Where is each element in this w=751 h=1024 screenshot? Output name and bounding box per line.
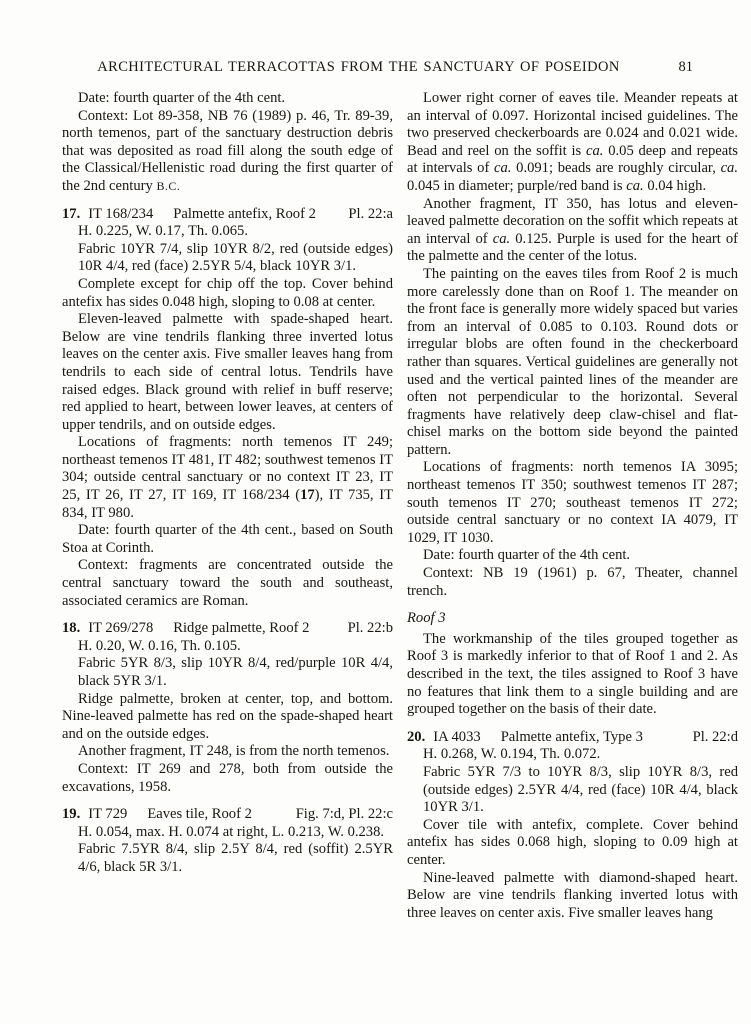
entry-description: Nine-leaved palmette with diamond-shaped heart. Below are vine tendrils flanking inverted lotus with three leaves on center axis. Five smaller leaves hang xyxy=(407,869,738,921)
entry-date: Date: fourth quarter of the 4th cent., based on South Stoa at Corinth. xyxy=(62,522,393,556)
catalog-entry-18 xyxy=(62,620,393,796)
entry-title: Eaves tile, Roof 2 xyxy=(147,806,252,823)
roof3-intro: The workmanship of the tiles grouped together as Roof 3 is markedly inferior to that of Roof 1 and 2. As described in the text, the tiles assigned to Roof 3 have no features that link them to a single building and are grouped together on the basis of their date. xyxy=(407,630,738,718)
entry-inventory-id: IT 269/278 xyxy=(88,620,154,637)
entry-heading xyxy=(62,620,393,638)
page-title: ARCHITECTURAL TERRACOTTAS FROM THE SANCTUARY OF POSEIDON xyxy=(97,59,620,75)
entry-fabric: Fabric 5YR 7/3 to 10YR 8/3, slip 10YR 8/3, red (outside edges) 2.5YR 4/4, red (face) 10R 4/4, black 10YR 3/1. xyxy=(423,763,738,816)
entry-context: Context: NB 19 (1961) p. 67, Theater, channel trench. xyxy=(407,565,738,599)
entry-dimensions: H. 0.054, max. H. 0.074 at right, L. 0.213, W. 0.238. xyxy=(78,823,385,840)
entry-number: 19. xyxy=(62,806,81,823)
paragraph-date: Date: fourth quarter of the 4th cent. xyxy=(78,90,286,106)
catalog-entry-20 xyxy=(407,729,738,923)
entry-heading xyxy=(407,729,738,747)
entry-plate-ref: Pl. 22:d xyxy=(692,728,738,745)
entry-description: Complete except for chip off the top. Cover behind antefix has sides 0.048 high, sloping to 0.08 at center. xyxy=(62,275,393,310)
entry-fragment-locations: Locations of fragments: north temenos IA 3095; northeast temenos IT 350; southwest temenos IT 287; south temenos IT 270; southeast temenos IT 272; outside central sanctuary or no context IA 4079, IT 1029, IT 1030. xyxy=(407,459,738,546)
left-column xyxy=(62,90,393,922)
catalog-entry-17 xyxy=(62,206,393,611)
entry-heading xyxy=(62,806,393,824)
entry-description: Ridge palmette, broken at center, top, and bottom. Nine-leaved palmette has red on the spade-shaped heart and on the outside edges. xyxy=(62,690,393,742)
entry-inventory-id: IT 168/234 xyxy=(88,205,154,222)
entry-title: Palmette antefix, Roof 2 xyxy=(173,205,316,222)
entry-context: Context: IT 269 and 278, both from outside the excavations, 1958. xyxy=(62,760,393,795)
section-heading-roof-3: Roof 3 xyxy=(407,610,446,627)
entry-plate-ref: Fig. 7:d, Pl. 22:c xyxy=(295,806,393,823)
running-head xyxy=(62,59,711,79)
entry-number: 17. xyxy=(62,205,81,222)
roof2-painting-discussion: The painting on the eaves tiles from Roof 2 is much more carelessly done than on Roof 1. The meander on the front face is generally more widely spaced but varies from an interval of 0.085 to 0.103. Round dots or irregular blobs are often found in the checkerboard rather than squares. Vertical guidelines are generally not used and the vertical painted lines of the meander are often not perpendicular to the horizontal. Several fragments have relatively deep claw-chisel and flat-chisel marks on the bottom side beyond the painted pattern. xyxy=(407,265,738,458)
entry-plate-ref: Pl. 22:a xyxy=(348,205,393,222)
entry-dimensions: H. 0.225, W. 0.17, Th. 0.065. xyxy=(78,223,249,240)
entry-number: 18. xyxy=(62,620,81,637)
entry-title: Palmette antefix, Type 3 xyxy=(500,728,643,745)
entry-description: Lower right corner of eaves tile. Meander repeats at an interval of 0.097. Horizontal incised guidelines. The two preserved checkerboards are 0.024 and 0.021 wide. Bead and reel on the soffit is ca. 0.05 deep and repeats at intervals of ca. 0.091; beads are roughly circular, ca. 0.045 in diameter; purple/red band is ca. 0.04 high. xyxy=(407,90,738,194)
entry-plate-ref: Pl. 22:b xyxy=(347,620,393,637)
two-column-body xyxy=(62,90,739,922)
entry-description: Another fragment, IT 350, has lotus and eleven-leaved palmette decoration on the soffit which repeats at an interval of ca. 0.125. Purple is used for the heart of the palmette and the center of the lotus. xyxy=(407,195,738,265)
entry-fabric: Fabric 7.5YR 8/4, slip 2.5Y 8/4, red (soffit) 2.5YR 4/6, black 5R 3/1. xyxy=(78,841,393,875)
entry-context: Context: fragments are concentrated outside the central sanctuary toward the south and southeast, associated ceramics are Roman. xyxy=(62,557,393,609)
entry-inventory-id: IT 729 xyxy=(88,806,128,823)
entry-description: Cover tile with antefix, complete. Cover behind antefix has sides 0.068 high, sloping to 0.09 high at center. xyxy=(407,816,738,868)
page-number: 81 xyxy=(678,59,693,75)
entry-date: Date: fourth quarter of the 4th cent. xyxy=(423,547,631,564)
entry-heading xyxy=(62,206,393,224)
entry-fabric: Fabric 10YR 7/4, slip 10YR 8/2, red (outside edges) 10R 4/4, red (face) 2.5YR 5/4, black 10YR 3/1. xyxy=(78,240,393,275)
entry-inventory-id: IA 4033 xyxy=(433,728,481,745)
entry-dimensions: H. 0.268, W. 0.194, Th. 0.072. xyxy=(423,746,601,763)
entry-description: Eleven-leaved palmette with spade-shaped heart. Below are vine tendrils flanking three inverted lotus leaves on the center axis. Five smaller leaves hang from tendrils to each side of central lotus. Tendrils have raised edges. Black ground with relief in buff reserve; red applied to heart, between lower leaves, at centers of upper tendrils, and on outside edges. xyxy=(62,311,393,433)
entry-fabric: Fabric 5YR 8/3, slip 10YR 8/4, red/purple 10R 4/4, black 5YR 3/1. xyxy=(78,655,393,689)
right-column xyxy=(407,90,738,922)
entry-fragment-locations: Locations of fragments: north temenos IT 249; northeast temenos IT 481, IT 482; southwest temenos IT 304; outside central sanctuary or no context IT 23, IT 25, IT 26, IT 27, IT 169, IT 168/234 (17), IT 735, IT 834, IT 980. xyxy=(62,434,394,521)
catalog-entry-19 xyxy=(62,806,393,876)
entry-title: Ridge palmette, Roof 2 xyxy=(173,620,310,637)
entry-description: Another fragment, IT 248, is from the north temenos. xyxy=(78,743,390,760)
entry-number: 20. xyxy=(407,728,426,745)
entry-dimensions: H. 0.20, W. 0.16, Th. 0.105. xyxy=(78,637,241,654)
paragraph-context: Context: Lot 89-358, NB 76 (1989) p. 46, Tr. 89-39, north temenos, part of the sanctuary destruction debris that was deposited as road fill along the south edge of the Classical/Hellenistic road during the first quarter of the 2nd century B.C. xyxy=(62,107,393,194)
